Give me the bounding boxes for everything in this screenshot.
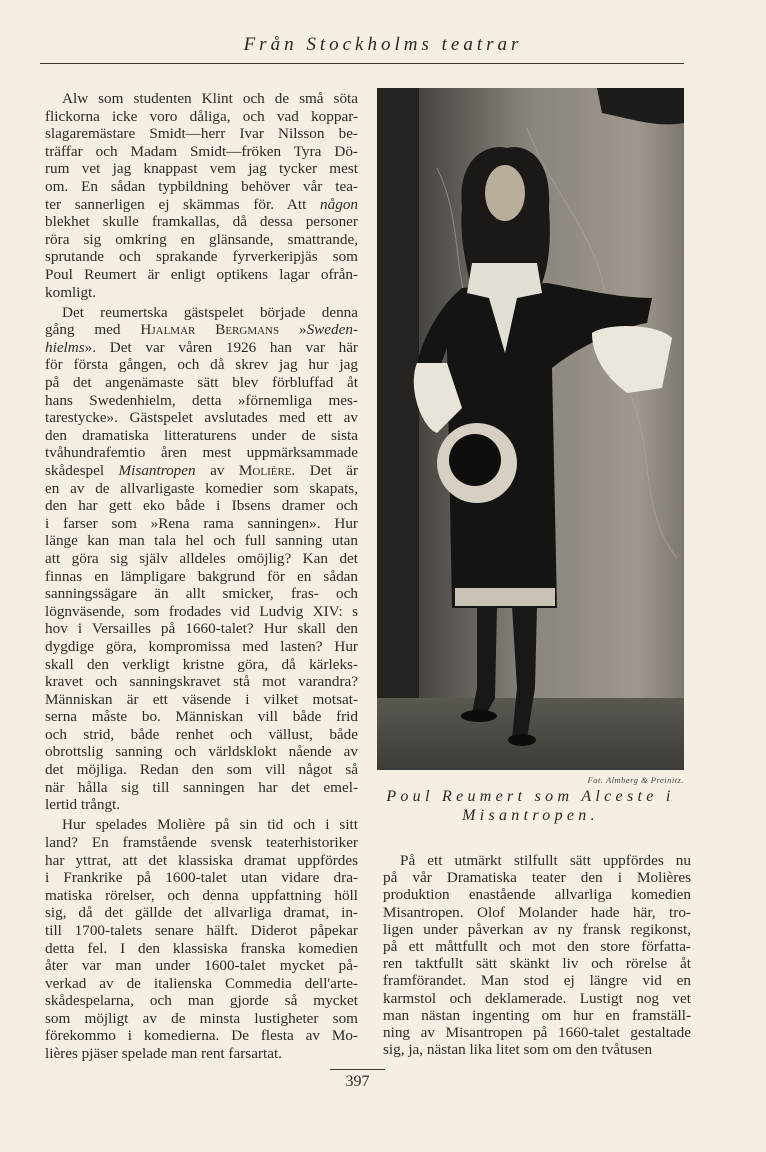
text-segment: ». Det var våren 1926 han var här	[84, 338, 358, 356]
text-line: flickorna icke voro dåliga, och vad koppar-	[45, 107, 358, 125]
text-line: det möjliga. Redan den som vill något så	[45, 761, 358, 779]
text-segment: av	[195, 461, 239, 479]
text-line: den har gett eko både i Ibsens dramer och	[45, 497, 358, 515]
text-line: har yttrat, att det klassiska dramat uppfördes	[45, 851, 358, 869]
text-line: komligt.	[45, 283, 97, 301]
text-line: tvåhundrafemtio åren mest uppmärksammade	[45, 444, 358, 462]
page-number-rule	[330, 1069, 385, 1070]
text-line: slagaremästare Smidt—herr Ivar Nilsson be-	[45, 125, 358, 143]
small-caps-name: Molière	[238, 461, 292, 479]
italic-text: någon	[320, 195, 358, 213]
text-line: hov i Versailles på 1660-talet? Hur skall den	[45, 620, 358, 638]
right-column	[383, 852, 691, 1058]
text-line: på ett måttfullt och mot den store författa-	[383, 937, 691, 955]
text-line: karmstol och deklamerade. Lustigt nog vet	[383, 989, 691, 1007]
text-line: Hur spelades Molière på sin tid och i sitt	[62, 816, 358, 834]
text-line: finnas en lämpligare bakgrund för en sådan	[45, 567, 358, 585]
text-line: att göra sig själv alldeles omöjlig? Kan det	[45, 549, 358, 567]
text-line: verkad av de italienska Commedia dell'arte-	[45, 974, 358, 992]
text-line: På ett utmärkt stilfullt sätt uppfördes nu	[400, 852, 691, 869]
text-line: som möjligt av de minsta lustigheter som	[45, 1009, 358, 1027]
text-line: i Frankrike på 1600-talet utan vidare dra-	[45, 869, 358, 887]
text-line: lières pjäser spelade man rent farsartat.	[45, 1045, 282, 1063]
text-segment: »	[279, 321, 307, 339]
text-line: detta fel. I den klassiska franska komedien	[45, 939, 358, 957]
small-caps-name: Hjalmar Bergmans	[140, 321, 280, 339]
text-line: framförandet. Man stod ej längre vid en	[383, 972, 691, 990]
text-line: och strid, både renhet och vällust, både	[45, 725, 358, 743]
text-line: Poul Reumert är enligt optikens lagar ofrån-	[45, 265, 358, 283]
text-line: åter var man under 1600-talet mycket på-	[45, 957, 358, 975]
page-number: 397	[345, 1073, 370, 1090]
text-line: ren taktfullt sätt skänkt liv och rörelse åt	[383, 955, 691, 973]
text-line: matiska rörelser, och denna uppfattning höll	[45, 886, 358, 904]
text-line: förekommo i komedierna. De flesta av Mo-	[45, 1027, 358, 1045]
text-line: på det angenämaste sätt blev förbluffad åt	[45, 374, 358, 391]
text-line: ligen under påverkan av ny fransk regikonst,	[383, 920, 691, 938]
text-line: lögnväsende, som frodades vid Ludvig XIV: s	[45, 602, 358, 620]
text-line: rum vet jag knappast vem jag tycker mest	[45, 160, 358, 178]
text-line: den dramatiska litteraturens under de sista	[45, 426, 358, 444]
header-rule	[40, 63, 684, 64]
text-line: när hålla sig till sanningen har det emel-	[45, 778, 358, 796]
text-line: blekhet skulle framkallas, då dessa personer	[45, 213, 358, 231]
text-line: kravet och sanningskravet stå mot varandra?	[45, 673, 358, 691]
text-line: sanningssägare än allt smicker, fras- och	[45, 585, 358, 603]
text-line: dygdige göra, kompromissa med lasten? Hur	[45, 637, 358, 655]
text-line: Alw som studenten Klint och de små söta	[62, 90, 358, 107]
text-line: sprutande och sprakande fyrverkeripjäs som	[45, 248, 358, 266]
text-line: tarestycke». Gästspelet avslutades med ett av	[45, 409, 358, 427]
italic-text: Sweden-	[306, 321, 358, 339]
running-head: Från Stockholms teatrar	[243, 34, 523, 55]
photo-caption-line-2: Misantropen.	[462, 807, 599, 824]
text-line: land? En framstående svensk teaterhistoriker	[45, 833, 358, 851]
text-line: i farser som »Rena rama sanningen». Hur	[45, 514, 358, 532]
text-line: lertid trångt.	[45, 796, 121, 814]
text-line: produktion enastående allvarliga komedien	[383, 886, 691, 904]
text-line: hans Swedenhielm, detta »förnemliga mes-	[45, 391, 358, 409]
text-line: Människan är ett väsende i vilket motsat-	[45, 690, 358, 708]
text-line	[45, 339, 358, 357]
text-line: sig, ja, nästan lika litet som om den tvåtusen	[383, 1041, 653, 1059]
text-line: för första gången, och då skrev jag hur jag	[45, 356, 358, 374]
italic-text: hielms	[45, 338, 85, 356]
text-line: Det reumertska gästspelet började denna	[62, 303, 358, 321]
text-line: skall den verkligt kristne göra, då kärleks-	[45, 655, 358, 673]
text-line	[45, 321, 358, 339]
text-segment: . Det är	[291, 461, 358, 479]
text-segment: gång med	[45, 321, 141, 339]
text-line: serna måste bo. Människan vill både frid	[45, 708, 358, 726]
text-line: man nästan ingenting om hur en framställ-	[383, 1006, 691, 1024]
photo-image	[377, 88, 684, 770]
text-line: Misantropen. Olof Molander hade här, tro-	[383, 903, 691, 921]
photo-credit: Fot. Almberg & Preinitz.	[587, 775, 684, 785]
text-line: en av de allvarligaste komedier som skapats,	[45, 479, 358, 497]
italic-text: Misantropen	[118, 461, 196, 479]
left-column	[45, 90, 358, 1063]
text-line: röra sig omkring en glänsande, smattrande,	[45, 230, 358, 248]
photo-poul-reumert	[377, 88, 684, 770]
text-line: skådespelarna, och man gjorde så mycket	[45, 992, 358, 1010]
text-line: träffar och Madam Smidt—fröken Tyra Dö-	[45, 142, 358, 160]
text-line: länge kan man tala hel och full sanning utan	[45, 532, 358, 550]
text-line: till 1700-talets senare hälft. Diderot påpekar	[45, 921, 358, 939]
text-line	[45, 462, 358, 480]
text-line: på vår Dramatiska teater den i Molières	[383, 869, 691, 887]
text-line: obrottslig sanning och världsklokt nående av	[45, 743, 358, 761]
text-line	[45, 196, 358, 214]
text-line: sig, då det gällde det allvarliga dramat, in-	[45, 904, 358, 922]
text-line: om. En sådan typbildning behöver vår tea-	[45, 177, 358, 195]
text-segment: ter sannerligen ej skämmas för. Att	[45, 195, 321, 213]
photo-caption-line-1: Poul Reumert som Alceste i	[386, 788, 675, 805]
text-line: ning av Misantropen på 1660-talet gestaltade	[383, 1023, 691, 1041]
text-segment: skådespel	[45, 461, 119, 479]
